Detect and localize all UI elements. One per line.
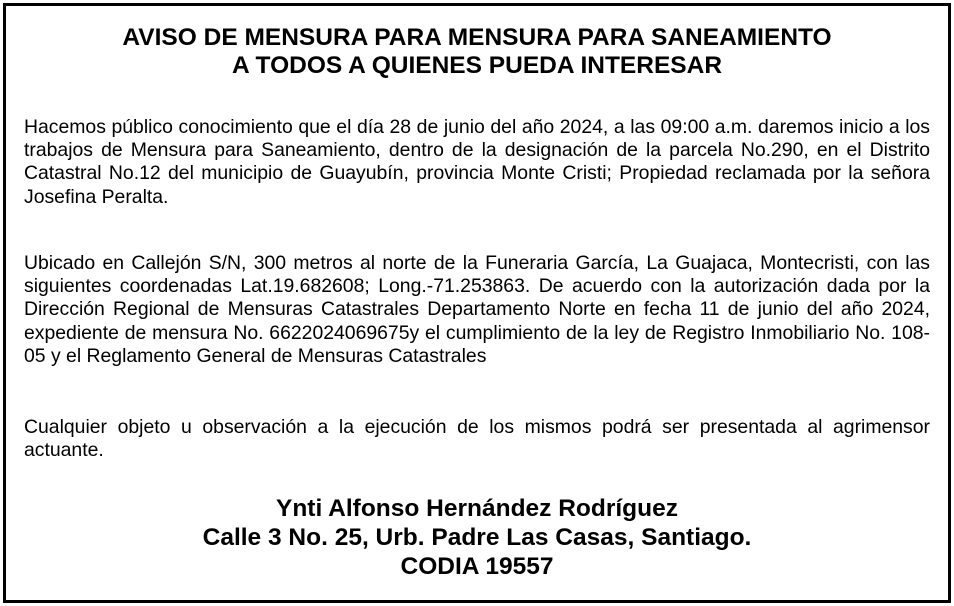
signature-codia: CODIA 19557 xyxy=(400,553,554,580)
paragraph-objections: Cualquier objeto u observación a la ejecución de los mismos podrá ser presentada al agrimensor actuante. xyxy=(24,416,930,462)
signature-address: Calle 3 No. 25, Urb. Padre Las Casas, Santiago. xyxy=(202,524,752,551)
title-line-2: A TODOS A QUIENES PUEDA INTERESAR xyxy=(231,52,723,79)
title-line-1: AVISO DE MENSURA PARA MENSURA PARA SANEAMIENTO xyxy=(122,24,832,51)
signature-name: Ynti Alfonso Hernández Rodríguez xyxy=(276,495,678,522)
paragraph-location: Ubicado en Callejón S/N, 300 metros al norte de la Funeraria García, La Guajaca, Montecristi, con las siguientes coordenadas Lat.19.682608; Long.-71.253863. De acuerdo con la autorización dada por la Dirección Regional de Mensuras Catastrales Departamento Norte en fecha 11 de junio del año 2024, expediente de mensura No. 6622024069675y el cumplimiento de la ley de Registro Inmobiliario No. 108-05 y el Reglamento General de Mensuras Catastrales xyxy=(24,252,930,367)
signature-block xyxy=(6,494,948,581)
notice-title xyxy=(6,24,948,80)
paragraph-announcement: Hacemos público conocimiento que el día 28 de junio del año 2024, a las 09:00 a.m. daremos inicio a los trabajos de Mensura para Saneamiento, dentro de la designación de la parcela No.290, en el Distrito Catastral No.12 del municipio de Guayubín, provincia Monte Cristi; Propiedad reclamada por la señora Josefina Peralta. xyxy=(24,116,930,208)
notice-frame xyxy=(3,3,951,603)
